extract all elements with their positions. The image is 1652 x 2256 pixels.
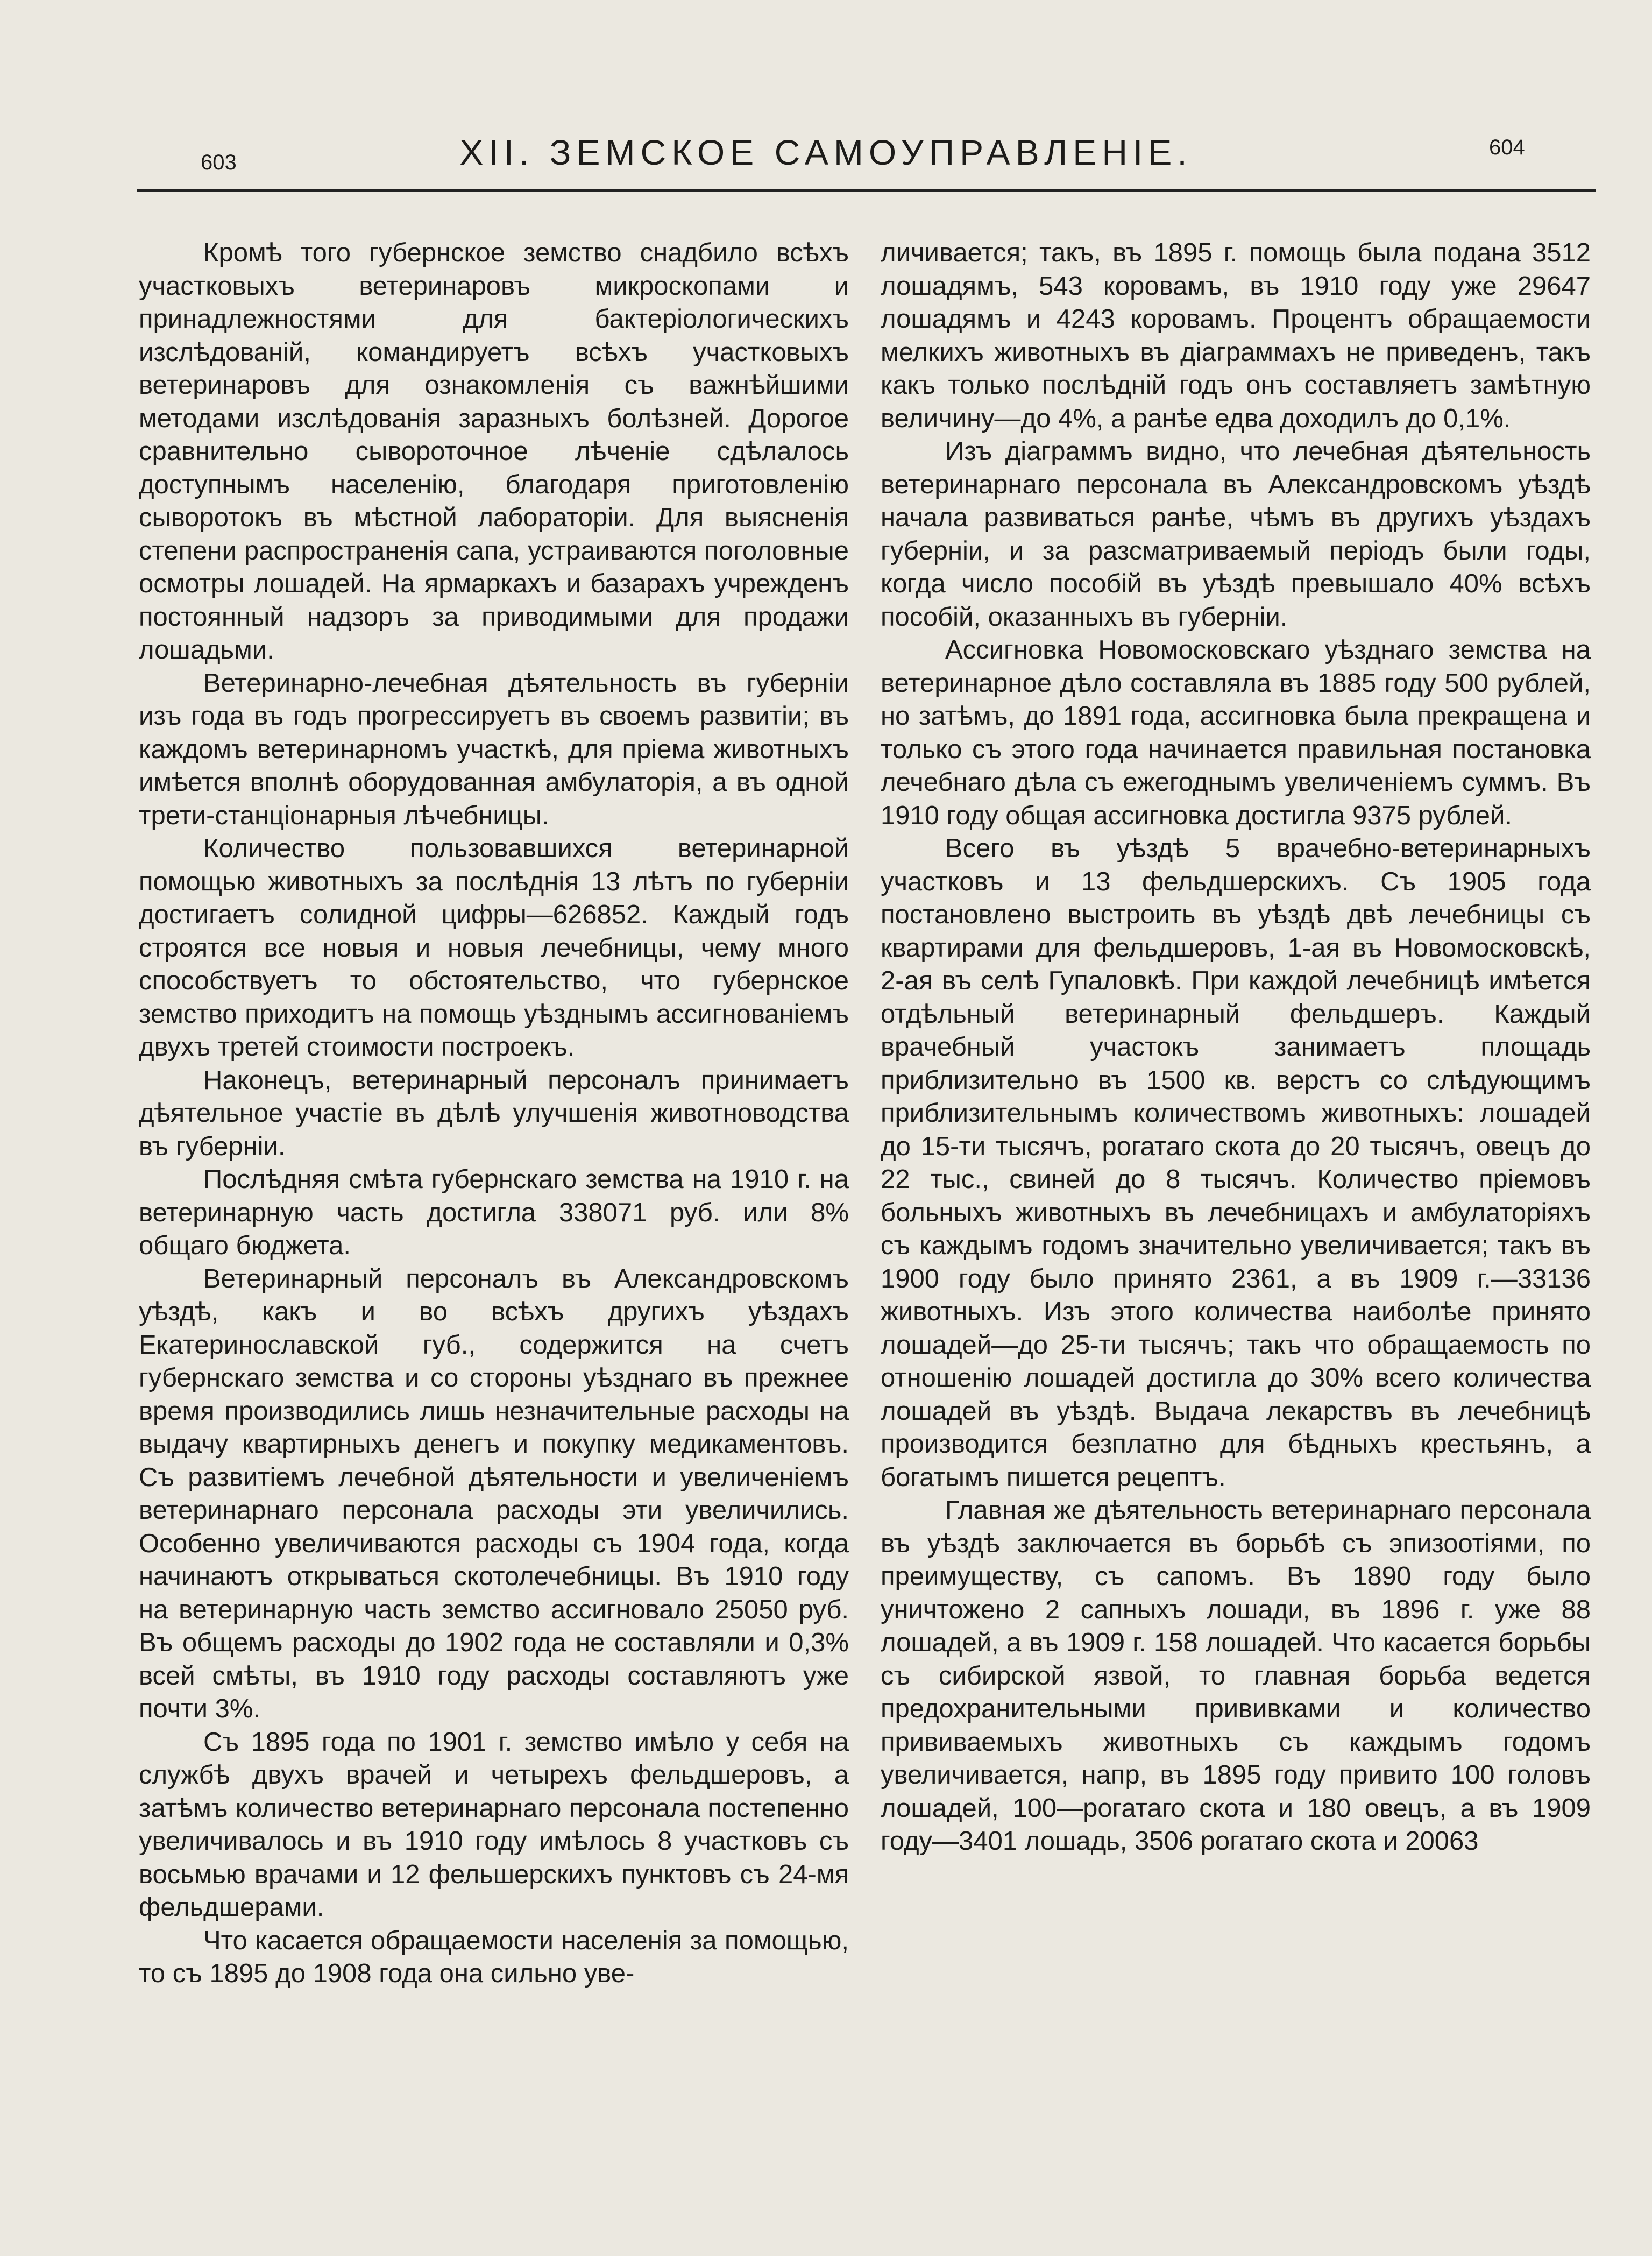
- paragraph: Всего въ уѣздѣ 5 врачебно-ветеринарныхъ участковъ и 13 фельдшерскихъ. Съ 1905 года постановлено выстроить въ уѣздѣ двѣ лечебницы съ квартирами для фельдшеровъ, 1-ая въ Новомосковскѣ, 2-ая въ селѣ Гупаловкѣ. При каждой лечебницѣ имѣется отдѣльный ветеринарный фельдшеръ. Каждый врачебный участокъ занимаетъ площадь приблизительно въ 1500 кв. верстъ со слѣдующимъ приблизительнымъ количествомъ животныхъ: лошадей до 15-ти тысячъ, рогатаго скота до 20 тысячъ, овецъ до 22 тыс., свиней до 8 тысячъ. Количество пріемовъ больныхъ животныхъ въ лечебницахъ и амбулаторіяхъ съ каждымъ годомъ значительно увеличивается; такъ въ 1900 году было принято 2361, а въ 1909 г.—33136 животныхъ. Изъ этого количества наиболѣе принято лошадей—до 25-ти тысячъ; такъ что обращаемость по отношенію лошадей достигла до 30% всего количества лошадей въ уѣздѣ. Выдача лекарствъ въ лечебницѣ производится безплатно для бѣдныхъ крестьянъ, а богатымъ пишется рецептъ.: [881, 834, 1591, 1492]
- paragraph: Съ 1895 года по 1901 г. земство имѣло у себя на службѣ двухъ врачей и четырехъ фельдшеровъ, а затѣмъ количество ветеринарнаго персонала постепенно увеличивалось и въ 1910 году имѣлось 8 участковъ съ восьмью врачами и 12 фельшерскихъ пунктовъ съ 24-мя фельдшерами.: [139, 1727, 849, 1922]
- paragraph: Изъ діаграммъ видно, что лечебная дѣятельность ветеринарнаго персонала въ Александровскомъ уѣздѣ начала развиваться ранѣе, чѣмъ въ другихъ уѣздахъ губерніи, и за разсматриваемый періодъ были годы, когда число пособій въ уѣздѣ превышало 40% всѣхъ пособій, оказанныхъ въ губерніи.: [881, 437, 1591, 632]
- paragraph: Кромѣ того губернское земство снадбило всѣхъ участковыхъ ветеринаровъ микроскопами и принадлежностями для бактеріологическихъ изслѣдованій, командируетъ всѣхъ участковыхъ ветеринаровъ для ознакомленія съ важнѣйшими методами изслѣдованія заразныхъ болѣзней. Дорогое сравнительно сывороточное лѣченіе сдѣлалось доступнымъ населенію, благодаря приготовленію сыворотокъ въ мѣстной лабораторіи. Для выясненія степени распространенія сапа, устраиваются поголовные осмотры лошадей. На ярмаркахъ и базарахъ учрежденъ постоянный надзоръ за приводимыми для продажи лошадьми.: [139, 238, 849, 664]
- left-column: [139, 237, 849, 1991]
- paragraph: Послѣдняя смѣта губернскаго земства на 1910 г. на ветеринарную часть достигла 338071 руб. или 8% общаго бюджета.: [139, 1165, 849, 1260]
- paragraph: Ветеринарный персоналъ въ Александровскомъ уѣздѣ, какъ и во всѣхъ другихъ уѣздахъ Екатеринославской губ., содержится на счетъ губернскаго земства и со стороны уѣзднаго въ прежнее время производились лишь незначительные расходы на выдачу квартирныхъ денегъ и покупку медикаментовъ. Съ развитіемъ лечебной дѣятельности и увеличеніемъ ветеринарнаго персонала расходы эти увеличились. Особенно увеличиваются расходы съ 1904 года, когда начинаютъ открываться скотолечебницы. Въ 1910 году на ветеринарную часть земство ассигновало 25050 руб. Въ общемъ расходы до 1902 года не составляли и 0,3% всей смѣты, въ 1910 году расходы составляютъ уже почти 3%.: [139, 1264, 849, 1723]
- paragraph: Что касается обращаемости населенія за помощью, то съ 1895 до 1908 года она сильно уве-: [139, 1926, 849, 1988]
- page-number-right: 604: [1489, 136, 1525, 159]
- paragraph: Наконецъ, ветеринарный персоналъ принимаетъ дѣятельное участіе въ дѣлѣ улучшенія животноводства въ губерніи.: [139, 1065, 849, 1161]
- running-title: XII. ЗЕМСКОЕ САМОУПРАВЛЕНIЕ.: [459, 132, 1193, 172]
- paragraph: Ветеринарно-лечебная дѣятельность въ губерніи изъ года въ годъ прогрессируетъ въ своемъ развитіи; въ каждомъ ветеринарномъ участкѣ, для пріема животныхъ имѣется вполнѣ оборудованная амбулаторія, а въ одной трети-станціонарныя лѣчебницы.: [139, 668, 849, 830]
- paragraph: Количество пользовавшихся ветеринарной помощью животныхъ за послѣднія 13 лѣтъ по губерніи достигаетъ солидной цифры—626852. Каждый годъ строятся все новыя и новыя лечебницы, чему много способствуетъ то обстоятельство, что губернское земство приходитъ на помощь уѣзднымъ ассигнованіемъ двухъ третей стоимости построекъ.: [139, 834, 849, 1062]
- paragraph: Главная же дѣятельность ветеринарнаго персонала въ уѣздѣ заключается въ борьбѣ съ эпизоотіями, по преимуществу, съ сапомъ. Въ 1890 году было уничтожено 2 сапныхъ лошади, въ 1896 г. уже 88 лошадей, а въ 1909 г. 158 лошадей. Что касается борьбы съ сибирской язвой, то главная борьба ведется предохранительными прививками и количество прививаемыхъ животныхъ съ каждымъ годомъ увеличивается, напр, въ 1895 году привито 100 головъ лошадей, 100—рогатаго скота и 180 овецъ, а въ 1909 году—3401 лошадь, 3506 рогатаго скота и 20063: [881, 1496, 1591, 1856]
- right-column: [881, 237, 1591, 1858]
- paragraph: личивается; такъ, въ 1895 г. помощь была подана 3512 лошадямъ, 543 коровамъ, въ 1910 году уже 29647 лошадямъ и 4243 коровамъ. Процентъ обращаемости мелкихъ животныхъ въ діаграммахъ не приведенъ, такъ какъ только послѣдній годъ онъ составляетъ замѣтную величину—до 4%, а ранѣе едва доходилъ до 0,1%.: [881, 238, 1591, 433]
- page-number-left: 603: [201, 151, 237, 174]
- paragraph: Ассигновка Новомосковскаго уѣзднаго земства на ветеринарное дѣло составляла въ 1885 году 500 рублей, но затѣмъ, до 1891 года, ассигновка была прекращена и только съ этого года начинается правильная постановка лечебнаго дѣла съ ежегоднымъ увеличеніемъ суммъ. Въ 1910 году общая ассигновка достигла 9375 рублей.: [881, 635, 1591, 830]
- header-rule: [137, 189, 1596, 192]
